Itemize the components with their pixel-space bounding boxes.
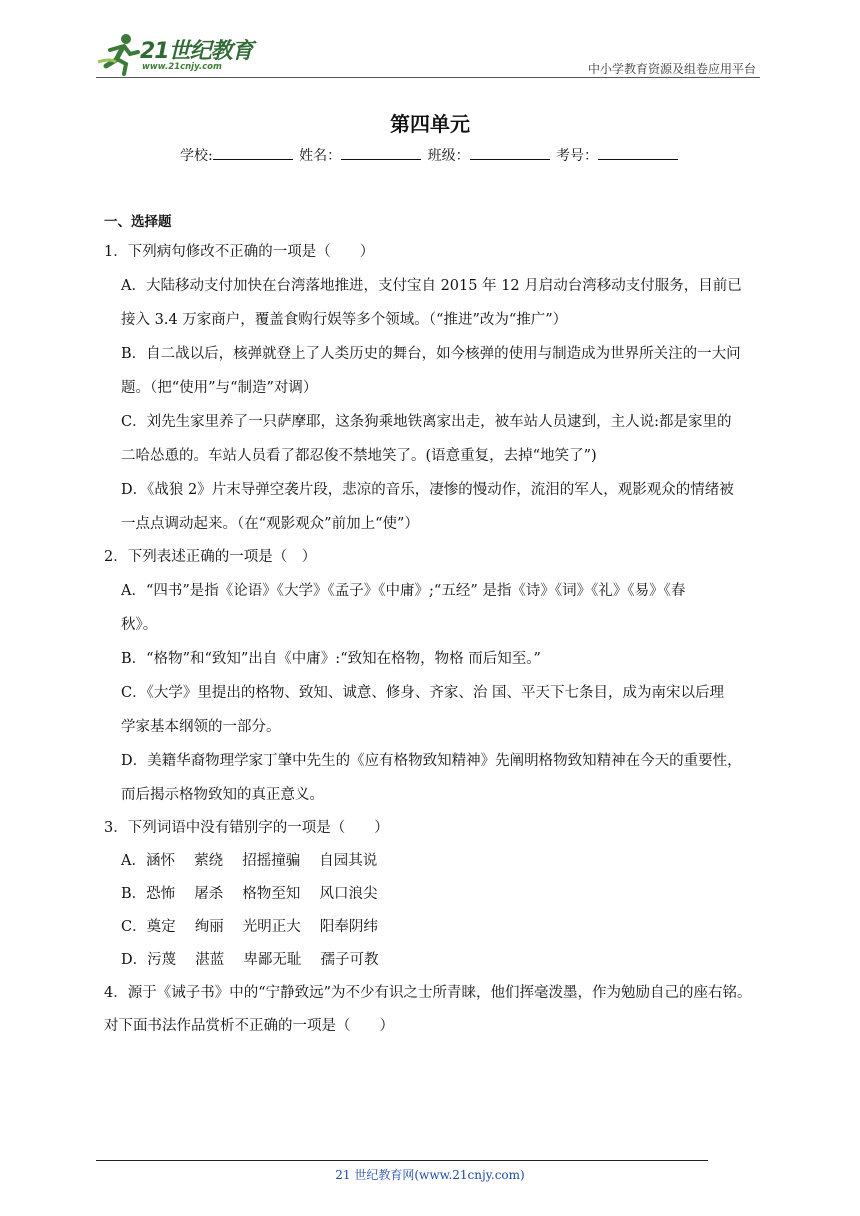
option-a[interactable]	[104, 269, 764, 337]
question-1	[104, 236, 764, 541]
question-3	[104, 812, 764, 977]
question-4	[104, 977, 764, 1043]
question-stem: 3．下列词语中没有错别字的一项是（ ）	[104, 820, 389, 836]
option-line: A．大陆移动支付加快在台湾落地推进，支付宝自 2015 年 12 月启动台湾移动支付服务，目前已	[121, 278, 742, 294]
option-d[interactable]	[104, 473, 764, 541]
option-line: 学家基本纲领的一部分。	[121, 719, 281, 735]
question-stem-cont: 对下面书法作品赏析不正确的一项是（ ）	[104, 1018, 394, 1034]
option-line: 一点点调动起来。（在“观影观众”前加上“使”）	[121, 516, 419, 532]
option-b[interactable]	[104, 337, 764, 405]
option-line: C．刘先生家里养了一只萨摩耶，这条狗乘地铁离家出走，被车站人员逮到，主人说:都是家里的	[121, 414, 732, 430]
footer-link[interactable]: 21 世纪教育网(www.21cnjy.com)	[335, 1168, 525, 1182]
student-info-line	[0, 145, 860, 165]
option-line: 秋》。	[121, 617, 158, 633]
option-line: B．“格物”和“致知”出自《中庸》:“致知在格物，物格 而后知至。”	[121, 651, 541, 667]
logo-wordmark: 21世纪教育	[140, 39, 253, 64]
option-d[interactable]	[104, 744, 764, 812]
question-content	[104, 210, 764, 1043]
option-c[interactable]: C．奠定 绚丽 光明正大 阳奉阴纬	[121, 919, 378, 935]
option-line: 二哈怂恿的。车站人员看了都忍俊不禁地笑了。(语意重复，去掉“地笑了”)	[121, 448, 597, 464]
option-b[interactable]	[104, 642, 764, 676]
option-a[interactable]: A．涵怀 萦绕 招摇撞骗 自园其说	[121, 853, 378, 869]
option-line: 题。（把“使用”与“制造”对调）	[121, 380, 318, 396]
footer-divider	[96, 1160, 708, 1161]
option-line: A．“四书”是指《论语》《大学》《孟子》《中庸》;“五经” 是指《诗》《词》《礼》《易》《春	[121, 583, 686, 599]
school-label: 学校:	[179, 148, 213, 164]
exam-no-blank[interactable]	[598, 145, 678, 160]
question-stem: 4．源于《诫子书》中的“宁静致远”为不少有识之士所青睐，他们挥毫泼墨，作为勉励自己的座右铭。	[104, 985, 752, 1001]
option-d[interactable]: D．污蔑 湛蓝 卑鄙无耻 孺子可教	[121, 952, 379, 968]
document-title: 第四单元	[390, 112, 470, 136]
section-heading: 一、选择题	[104, 214, 172, 230]
class-label: 班级：	[427, 148, 470, 164]
option-line: 而后揭示格物致知的真正意义。	[121, 787, 324, 803]
page-header	[0, 0, 860, 80]
question-stem: 2．下列表述正确的一项是（ ）	[104, 549, 317, 565]
option-b[interactable]: B．恐怖 屠杀 格物至知 风口浪尖	[121, 886, 378, 902]
option-line: D．美籍华裔物理学家丁肇中先生的《应有格物致知精神》先阐明格物致知精神在今天的重要性，	[121, 753, 742, 769]
logo-url: www.21cnjy.com	[142, 62, 222, 72]
option-c[interactable]	[104, 405, 764, 473]
question-2	[104, 541, 764, 812]
option-line: C．《大学》里提出的格物、致知、诚意、修身、齐家、治 国、平天下七条目，成为南宋以后理	[121, 685, 724, 701]
running-figure-icon	[96, 32, 142, 76]
platform-tagline: 中小学教育资源及组卷应用平台	[587, 62, 756, 76]
header-divider	[96, 77, 760, 78]
option-a[interactable]	[104, 574, 764, 642]
class-blank[interactable]	[470, 145, 550, 160]
option-line: 接入 3.4 万家商户，覆盖食购行娱等多个领域。（“推进”改为“推广”）	[121, 312, 568, 328]
name-label: 姓名：	[299, 148, 342, 164]
name-blank[interactable]	[341, 145, 421, 160]
site-logo[interactable]	[96, 32, 256, 76]
question-stem: 1．下列病句修改不正确的一项是（ ）	[104, 244, 375, 260]
option-line: B．自二战以后，核弹就登上了人类历史的舞台，如今核弹的使用与制造成为世界所关注的一大问	[121, 346, 741, 362]
option-c[interactable]	[104, 676, 764, 744]
school-blank[interactable]	[213, 145, 293, 160]
option-line: D．《战狼 2》片末导弹空袭片段，悲凉的音乐，凄惨的慢动作，流泪的军人，观影观众的情绪被	[121, 482, 734, 498]
exam-no-label: 考号：	[556, 148, 599, 164]
